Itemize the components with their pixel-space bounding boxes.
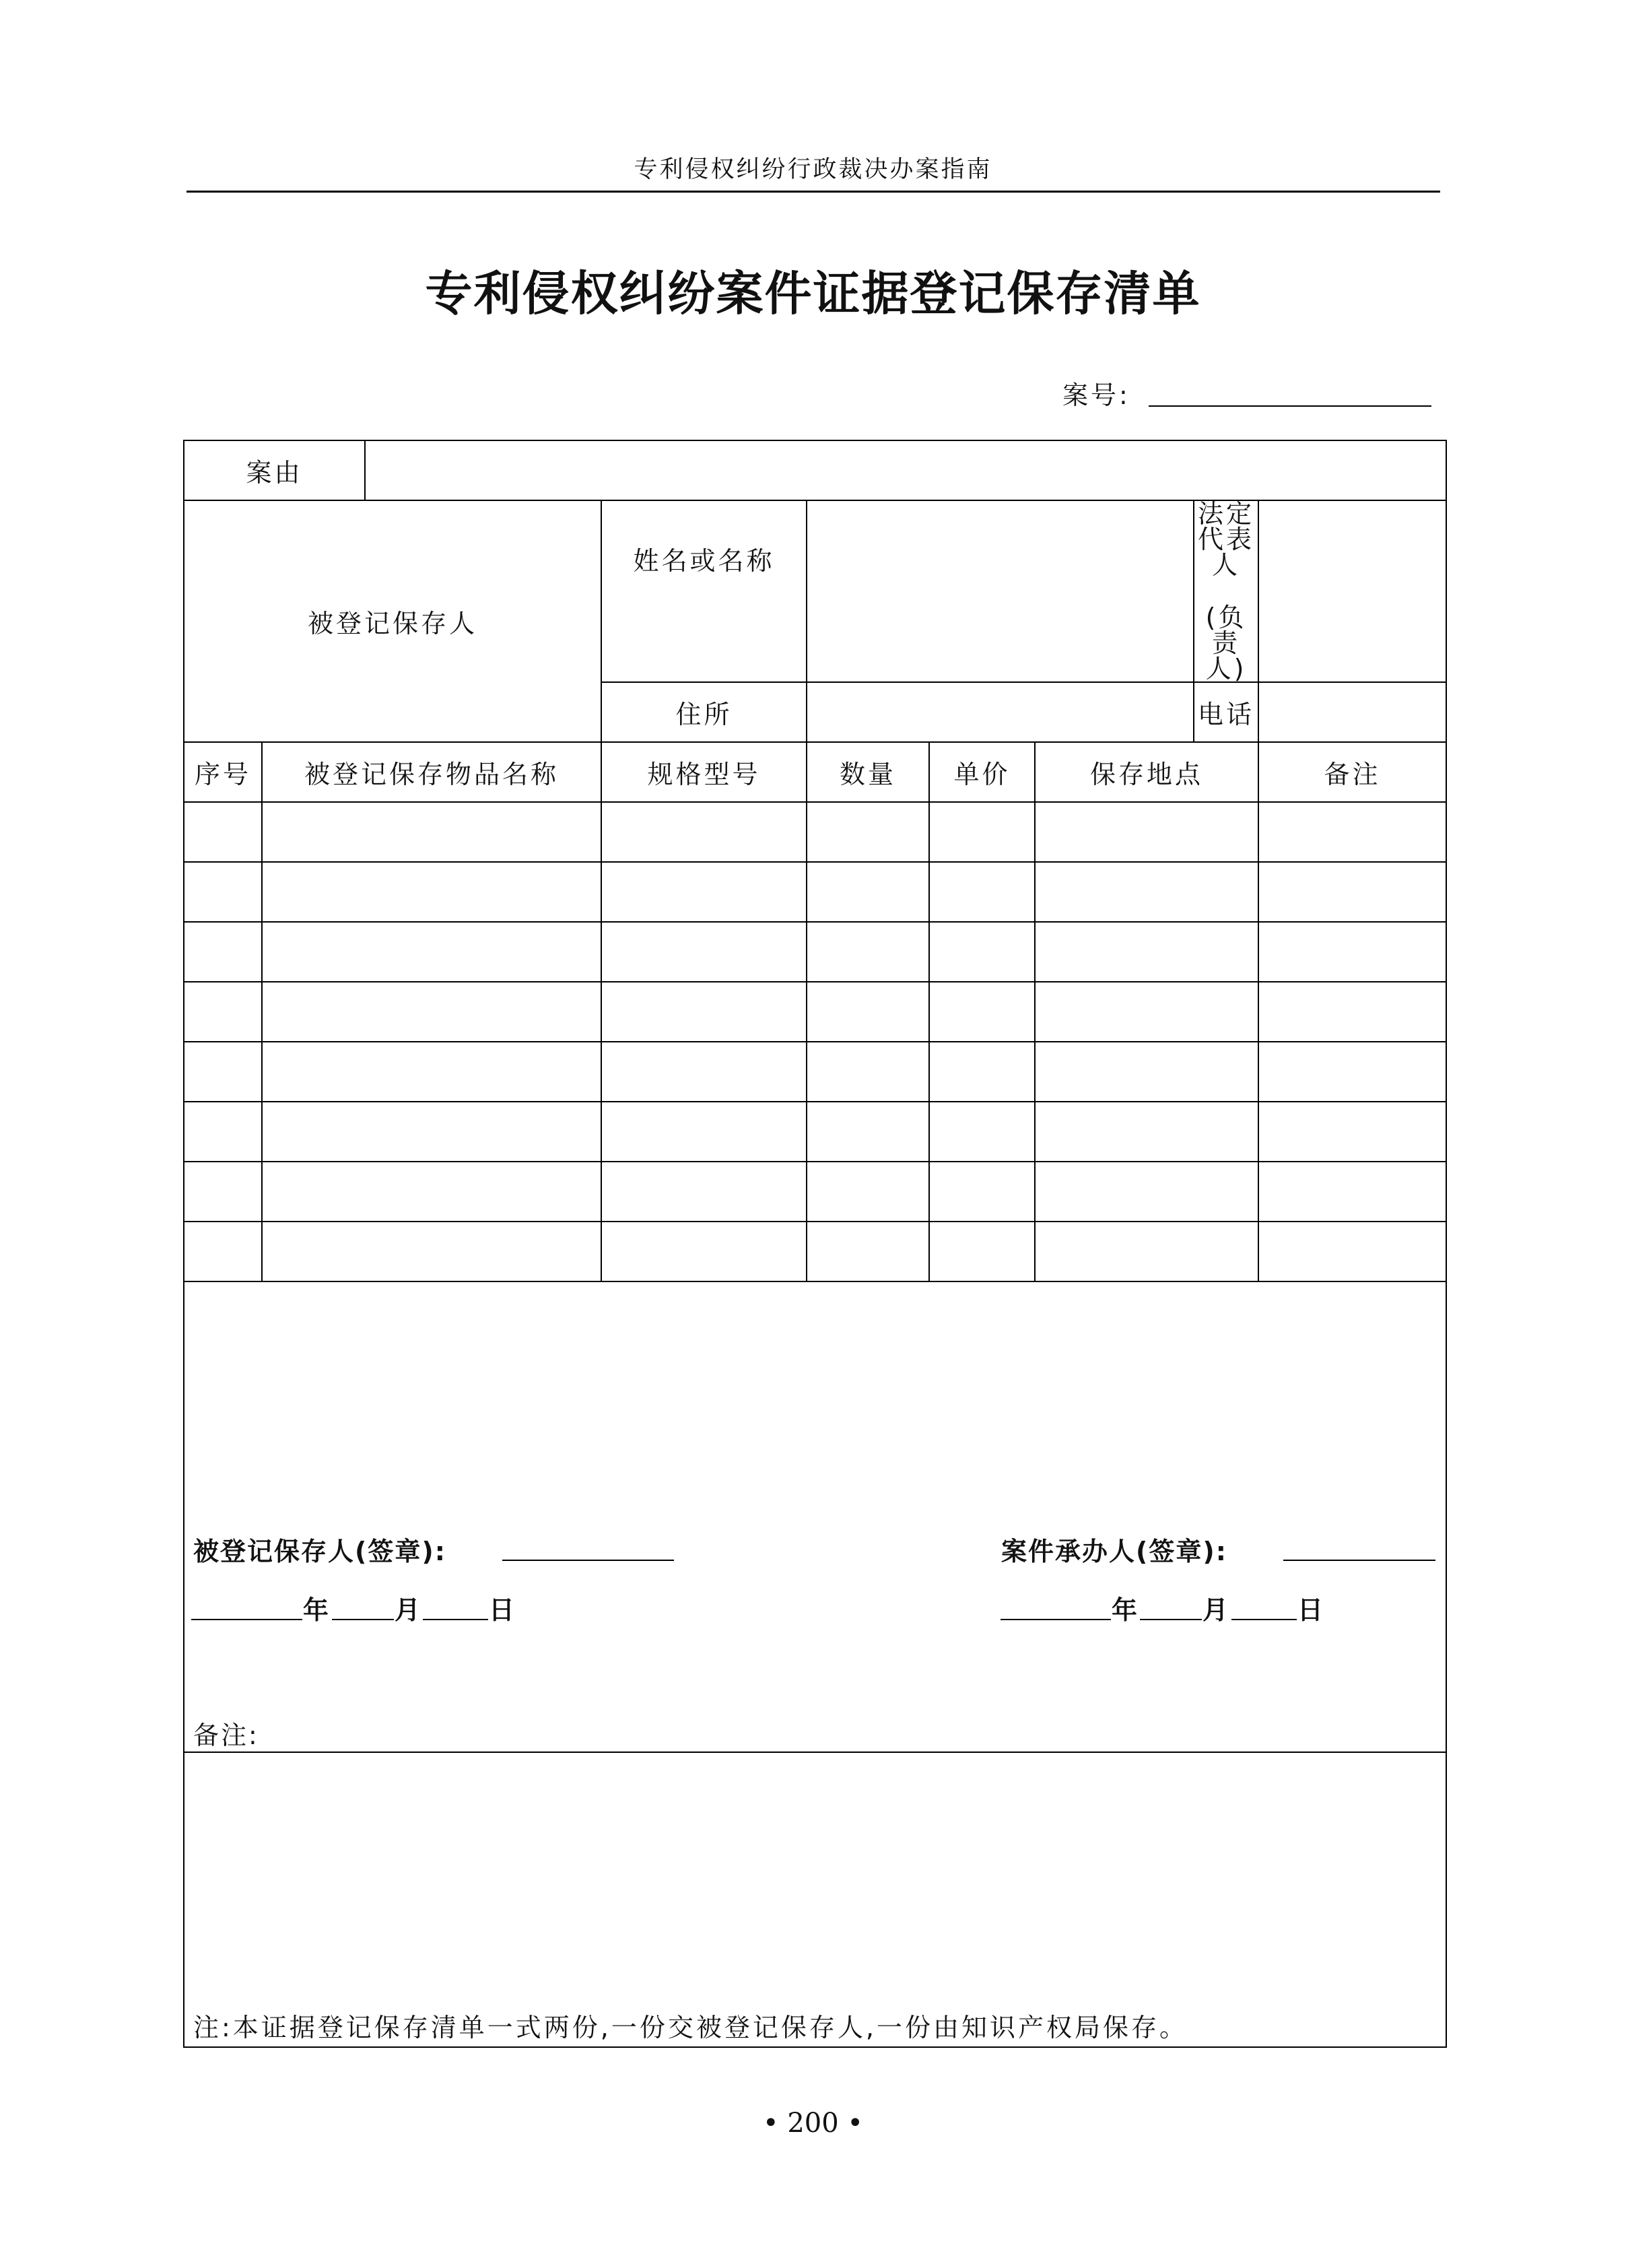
cell-unit-price[interactable]	[929, 1102, 1035, 1162]
cell-location[interactable]	[1035, 982, 1258, 1042]
cell-spec[interactable]	[601, 1042, 807, 1102]
handler-day-blank[interactable]	[1231, 1619, 1297, 1620]
col-header-quantity: 数量	[807, 742, 929, 802]
cell-seq[interactable]	[184, 862, 262, 922]
cell-remarks[interactable]	[1258, 1222, 1446, 1281]
col-header-unit-price: 单价	[929, 742, 1035, 802]
document-title: 专利侵权纠纷案件证据登记保存清单	[425, 266, 1201, 321]
handler-year-label: 年	[1112, 1595, 1138, 1625]
party-month-label: 月	[395, 1595, 421, 1625]
table-row	[184, 922, 1446, 982]
handler-day-label: 日	[1297, 1595, 1324, 1625]
cause-value-cell[interactable]	[365, 440, 1446, 500]
party-year-blank[interactable]	[191, 1619, 302, 1620]
col-header-remarks: 备注	[1258, 742, 1446, 802]
cell-quantity[interactable]	[807, 802, 929, 862]
cell-location[interactable]	[1035, 802, 1258, 862]
cell-remarks[interactable]	[1258, 1162, 1446, 1222]
case-number-blank[interactable]	[1149, 405, 1431, 407]
legal-rep-line1: 法定代表人	[1198, 499, 1255, 580]
cell-seq[interactable]	[184, 802, 262, 862]
cell-remarks[interactable]	[1258, 862, 1446, 922]
legal-rep-value-cell[interactable]	[1258, 500, 1446, 682]
signature-area	[184, 1281, 1446, 1752]
cell-item-name[interactable]	[262, 1042, 601, 1102]
page-number: • 200 •	[763, 2108, 863, 2139]
cell-item-name[interactable]	[262, 802, 601, 862]
name-value-cell[interactable]	[807, 500, 1194, 682]
col-header-item-name: 被登记保存物品名称	[262, 742, 601, 802]
cell-quantity[interactable]	[807, 982, 929, 1042]
cell-item-name[interactable]	[262, 1162, 601, 1222]
name-label: 姓名或名称	[601, 500, 807, 682]
cell-spec[interactable]	[601, 802, 807, 862]
handler-sign-label: 案件承办人(签章):	[1001, 1537, 1227, 1566]
cell-spec[interactable]	[601, 1102, 807, 1162]
cell-location[interactable]	[1035, 1042, 1258, 1102]
cell-item-name[interactable]	[262, 862, 601, 922]
evidence-form-table	[183, 440, 1447, 2048]
cell-spec[interactable]	[601, 1222, 807, 1281]
cell-remarks[interactable]	[1258, 1102, 1446, 1162]
cell-location[interactable]	[1035, 862, 1258, 922]
remarks-label: 备注:	[193, 1721, 259, 1750]
footnote: 注:本证据登记保存清单一式两份,一份交被登记保存人,一份由知识产权局保存。	[193, 2013, 1188, 2042]
remarks-area[interactable]	[184, 1752, 1446, 2047]
party-day-blank[interactable]	[423, 1619, 488, 1620]
cell-spec[interactable]	[601, 862, 807, 922]
cell-unit-price[interactable]	[929, 1222, 1035, 1281]
phone-value-cell[interactable]	[1258, 682, 1446, 742]
cell-location[interactable]	[1035, 922, 1258, 982]
cell-unit-price[interactable]	[929, 1162, 1035, 1222]
cell-seq[interactable]	[184, 1042, 262, 1102]
phone-label: 电话	[1194, 682, 1258, 742]
col-header-location: 保存地点	[1035, 742, 1258, 802]
col-header-seq: 序号	[184, 742, 262, 802]
header-rule	[187, 191, 1440, 193]
cell-remarks[interactable]	[1258, 1042, 1446, 1102]
table-row	[184, 1222, 1446, 1281]
cell-unit-price[interactable]	[929, 982, 1035, 1042]
handler-month-blank[interactable]	[1140, 1619, 1202, 1620]
legal-rep-line2: (负责人)	[1205, 603, 1247, 683]
party-sign-label: 被登记保存人(签章):	[193, 1537, 446, 1566]
cell-item-name[interactable]	[262, 982, 601, 1042]
cell-seq[interactable]	[184, 922, 262, 982]
cell-quantity[interactable]	[807, 1222, 929, 1281]
cell-seq[interactable]	[184, 1162, 262, 1222]
cell-remarks[interactable]	[1258, 982, 1446, 1042]
party-day-label: 日	[489, 1595, 515, 1625]
cell-spec[interactable]	[601, 1162, 807, 1222]
col-header-spec: 规格型号	[601, 742, 807, 802]
legal-rep-label	[1194, 500, 1258, 682]
cell-seq[interactable]	[184, 982, 262, 1042]
cell-quantity[interactable]	[807, 1102, 929, 1162]
cell-quantity[interactable]	[807, 922, 929, 982]
cell-item-name[interactable]	[262, 1102, 601, 1162]
table-row	[184, 862, 1446, 922]
handler-month-label: 月	[1202, 1595, 1229, 1625]
cell-quantity[interactable]	[807, 1042, 929, 1102]
cell-quantity[interactable]	[807, 862, 929, 922]
address-label: 住所	[601, 682, 807, 742]
item-rows	[184, 802, 1446, 1281]
party-label: 被登记保存人	[184, 500, 601, 742]
handler-sign-blank[interactable]	[1283, 1560, 1435, 1561]
table-row	[184, 802, 1446, 862]
cell-unit-price[interactable]	[929, 922, 1035, 982]
cell-location[interactable]	[1035, 1102, 1258, 1162]
cause-label: 案由	[184, 440, 365, 500]
cell-item-name[interactable]	[262, 922, 601, 982]
table-row	[184, 1042, 1446, 1102]
cell-remarks[interactable]	[1258, 802, 1446, 862]
cell-remarks[interactable]	[1258, 922, 1446, 982]
table-row	[184, 1102, 1446, 1162]
cell-item-name[interactable]	[262, 1222, 601, 1281]
cell-unit-price[interactable]	[929, 802, 1035, 862]
cell-quantity[interactable]	[807, 1162, 929, 1222]
cell-seq[interactable]	[184, 1222, 262, 1281]
party-year-label: 年	[303, 1595, 329, 1625]
case-number-label: 案号:	[1062, 380, 1130, 410]
running-header: 专利侵权纠纷行政裁决办案指南	[634, 156, 992, 183]
party-sign-blank[interactable]	[502, 1560, 674, 1561]
cell-unit-price[interactable]	[929, 1042, 1035, 1102]
cell-spec[interactable]	[601, 982, 807, 1042]
cell-location[interactable]	[1035, 1222, 1258, 1281]
table-row	[184, 982, 1446, 1042]
party-month-blank[interactable]	[332, 1619, 394, 1620]
handler-year-blank[interactable]	[1001, 1619, 1111, 1620]
address-value-cell[interactable]	[807, 682, 1194, 742]
cell-seq[interactable]	[184, 1102, 262, 1162]
table-row	[184, 1162, 1446, 1222]
cell-unit-price[interactable]	[929, 862, 1035, 922]
cell-spec[interactable]	[601, 922, 807, 982]
cell-location[interactable]	[1035, 1162, 1258, 1222]
